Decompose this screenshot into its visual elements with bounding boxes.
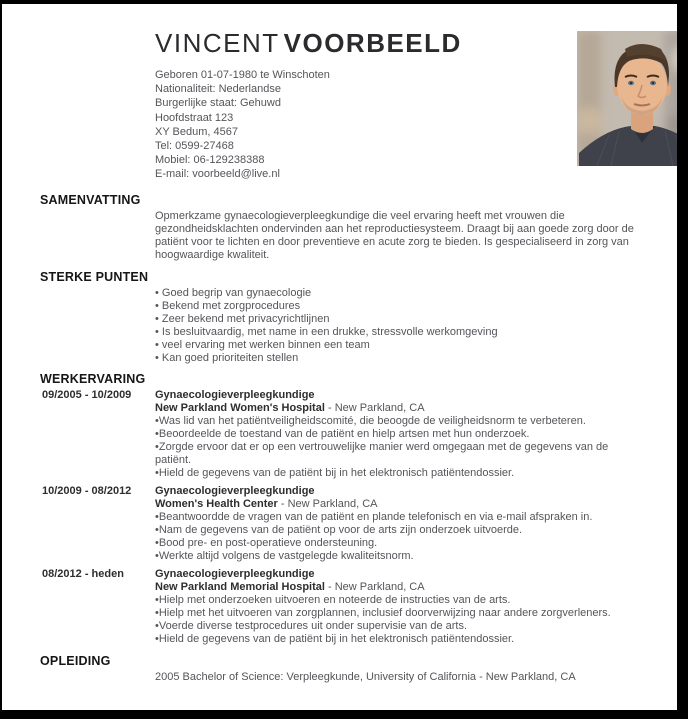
section-strengths: [40, 271, 639, 365]
job-employer: New Parkland Memorial Hospital: [155, 580, 325, 593]
job-employer: Women's Health Center: [155, 497, 278, 510]
detail-email: E-mail: voorbeeld@live.nl: [155, 168, 280, 181]
job-bullet: • Werkte altijd volgens de vastgelegde kwaliteitsnorm.: [155, 550, 647, 563]
job-bullet: • Voerde diverse testprocedures uit onder supervisie van de arts.: [155, 620, 647, 633]
detail-mobile: Mobiel: 06-129238388: [155, 154, 265, 167]
job-role: Gynaecologieverpleegkundige: [155, 567, 315, 580]
detail-marital: Burgerlijke staat: Gehuwd: [155, 97, 281, 110]
strength-item: • Kan goed prioriteiten stellen: [155, 352, 639, 365]
job-entry: [40, 485, 639, 563]
strengths-list: [155, 287, 639, 365]
strength-item: • Zeer bekend met privacyrichtlijnen: [155, 313, 639, 326]
last-name: VOORBEELD: [283, 28, 462, 58]
job-location: - New Parkland, CA: [280, 497, 378, 510]
job-bullets: [155, 594, 647, 646]
page-title: [155, 29, 639, 57]
resume-header: [40, 29, 639, 182]
resume-page: [2, 4, 677, 710]
job-employer-line: [155, 498, 647, 511]
job-location: - New Parkland, CA: [327, 401, 425, 414]
experience-heading: WERKERVARING: [40, 371, 146, 386]
job-bullet: • Hield de gegevens van de patiënt bij in het elektronisch patiëntendossier.: [155, 467, 647, 480]
job-entry: [40, 568, 639, 646]
job-bullet: • Zorgde ervoor dat er op een vertrouwelijke manier werd omgegaan met de gegevens van de patiënt.: [155, 441, 647, 467]
job-bullet: • Hielp met onderzoeken uitvoeren en noteerde de instructies van de arts.: [155, 594, 647, 607]
job-employer-line: [155, 581, 647, 594]
job-bullet: • Was lid van het patiëntveiligheidscomité, die beoogde de veiligheidsnorm te verbeteren.: [155, 415, 647, 428]
job-bullet: • Hield de gegevens van de patiënt bij in het elektronisch patiëntendossier.: [155, 633, 647, 646]
job-bullets: [155, 511, 647, 563]
strength-item: • Goed begrip van gynaecologie: [155, 287, 639, 300]
job-period: 10/2009 - 08/2012: [42, 484, 132, 497]
job-role: Gynaecologieverpleegkundige: [155, 484, 315, 497]
job-role: Gynaecologieverpleegkundige: [155, 388, 315, 401]
personal-details: [155, 68, 639, 182]
strengths-heading: STERKE PUNTEN: [40, 269, 149, 284]
detail-nationality: Nationaliteit: Nederlandse: [155, 83, 281, 96]
first-name: VINCENT: [155, 28, 280, 58]
detail-phone: Tel: 0599-27468: [155, 140, 234, 153]
strength-item: • Bekend met zorgprocedures: [155, 300, 639, 313]
section-summary: [40, 194, 639, 262]
education-entry: 2005 Bachelor of Science: Verpleegkunde, University of California - New Parkland, CA: [155, 670, 576, 683]
job-bullet: • Beoordeelde de toestand van de patiënt en hielp artsen met hun onderzoek.: [155, 428, 647, 441]
detail-street: Hoofdstraat 123: [155, 111, 234, 124]
detail-city: XY Bedum, 4567: [155, 125, 238, 138]
job-bullet: • Hielp met het uitvoeren van zorgplannen, inclusief doorverwijzing naar andere zorgverleners.: [155, 607, 647, 620]
summary-heading: SAMENVATTING: [40, 192, 141, 207]
summary-text: Opmerkzame gynaecologieverpleegkundige die veel ervaring heeft met vrouwen die gezondheidsklachten ondervinden aan het reproductiesysteem. Draagt bij aan goede zorg door de patiënt voor te lichten en door preventieve en acute zorg te bieden. Is gespecialiseerd in zorg van hoogwaardige kwaliteit.: [155, 209, 634, 261]
job-bullet: • Beantwoordde de vragen van de patiënt en plande telefonisch en via e-mail afspraken in.: [155, 511, 647, 524]
strength-item: • veel ervaring met werken binnen een team: [155, 339, 639, 352]
job-employer-line: [155, 402, 647, 415]
section-experience: [40, 373, 639, 646]
job-bullet: • Bood pre- en post-operatieve ondersteuning.: [155, 537, 647, 550]
job-bullet: • Nam de gegevens van de patiënt op voor de arts zijn onderzoek uitvoerde.: [155, 524, 647, 537]
job-period: 09/2005 - 10/2009: [42, 388, 132, 401]
job-bullets: [155, 415, 647, 480]
education-heading: OPLEIDING: [40, 653, 111, 668]
profile-photo: [577, 31, 677, 166]
section-education: [40, 655, 639, 684]
job-entry: [40, 389, 639, 480]
job-period: 08/2012 - heden: [42, 567, 124, 580]
detail-birth: Geboren 01-07-1980 te Winschoten: [155, 69, 330, 81]
job-employer: New Parkland Women's Hospital: [155, 401, 325, 414]
strength-item: • Is besluitvaardig, met name in een drukke, stressvolle werkomgeving: [155, 326, 639, 339]
job-location: - New Parkland, CA: [328, 580, 425, 593]
